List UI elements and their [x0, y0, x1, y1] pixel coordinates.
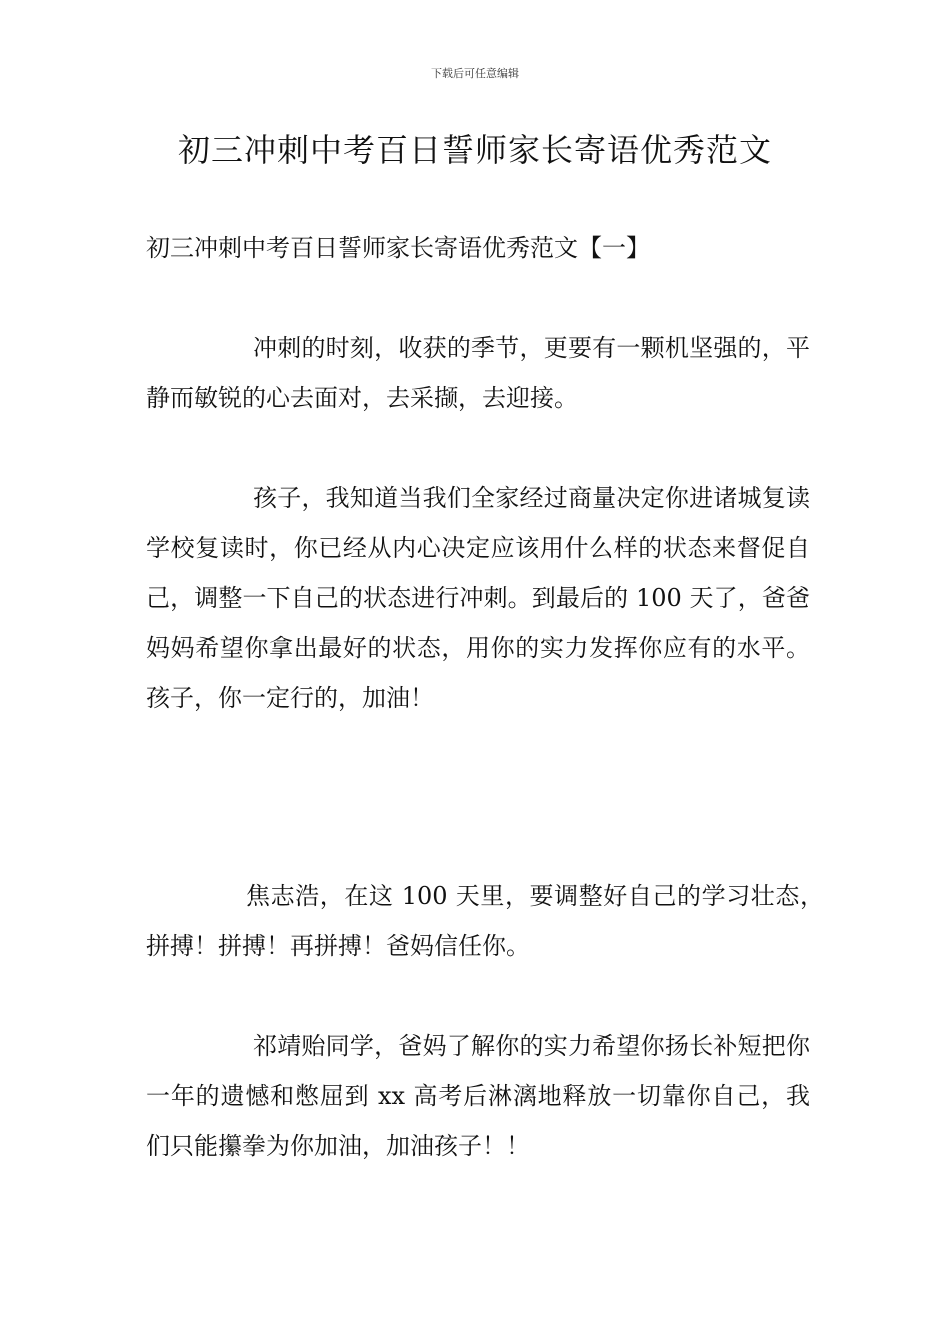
paragraph-2: 孩子，我知道当我们全家经过商量决定你进诸城复读学校复读时，你已经从内心决定应该用什么样的状态来督促自己，调整一下自己的状态进行冲刺。到最后的 100 天了，爸爸妈妈希望你拿出最好的状态，用你的实力发挥你应有的水平。孩子，你一定行的，加油！ [146, 484, 810, 712]
paragraph-3: 焦志浩，在这 100 天里，要调整好自己的学习壮态，拼搏！拼搏！再拼搏！爸妈信任你。 [146, 882, 824, 960]
paragraph-1: 冲刺的时刻，收获的季节，更要有一颗机坚强的，平静而敏锐的心去面对，去采撷，去迎接。 [146, 334, 810, 412]
section-heading: 初三冲刺中考百日誓师家长寄语优秀范文【一】 [146, 234, 650, 262]
header-note: 下载后可任意编辑 [431, 67, 519, 80]
paragraph-4: 祁靖贻同学，爸妈了解你的实力希望你扬长补短把你一年的遗憾和憋屈到 xx 高考后淋漓地释放一切靠你自己，我们只能攥拳为你加油，加油孩子！！ [146, 1032, 810, 1160]
document-title: 初三冲刺中考百日誓师家长寄语优秀范文 [177, 131, 772, 169]
